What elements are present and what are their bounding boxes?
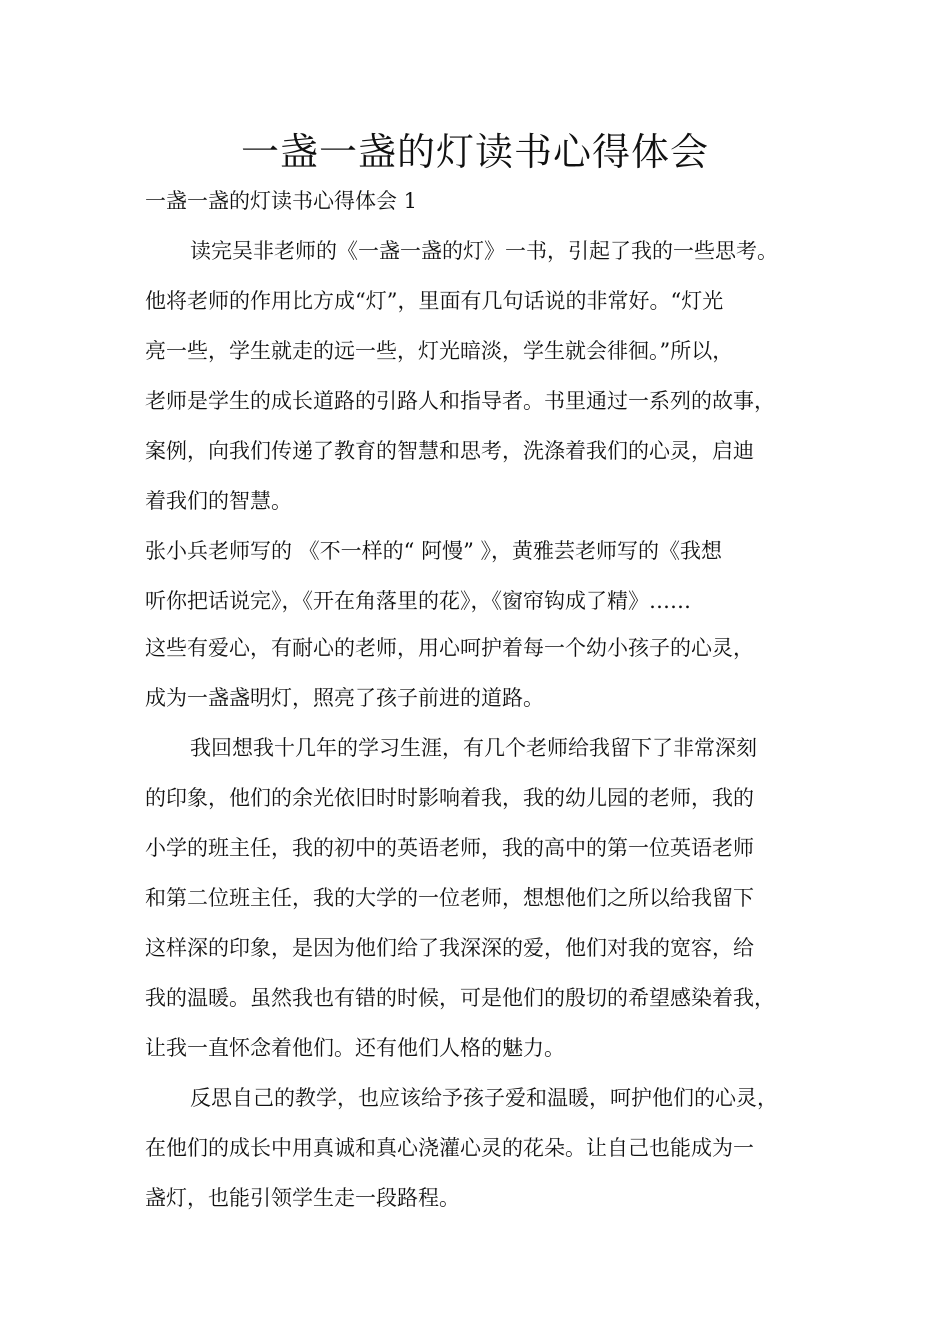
- text-line: 他将老师的作用比方成“灯”，里面有几句话说的非常好。“灯光: [145, 289, 724, 313]
- text-line: 在他们的成长中用真诚和真心浇灌心灵的花朵。让自己也能成为一: [145, 1136, 754, 1160]
- text-line: 盏灯，也能引领学生走一段路程。: [145, 1186, 460, 1210]
- text-line: 亮一些，学生就走的远一些，灯光暗淡，学生就会徘徊。”所以，: [145, 339, 734, 363]
- text-line: 这些有爱心，有耐心的老师，用心呵护着每一个幼小孩子的心灵，: [145, 636, 754, 660]
- text-line: 和第二位班主任，我的大学的一位老师，想想他们之所以给我留下: [145, 886, 754, 910]
- document-title: 一盏一盏的灯读书心得体会: [240, 130, 709, 174]
- text-line: 我回想我十几年的学习生涯，有几个老师给我留下了非常深刻: [190, 736, 757, 760]
- text-line: 案例，向我们传递了教育的智慧和思考，洗涤着我们的心灵，启迪: [145, 439, 754, 463]
- text-line: 着我们的智慧。: [145, 489, 292, 513]
- text-line: 的印象，他们的余光依旧时时影响着我，我的幼儿园的老师，我的: [145, 786, 754, 810]
- section-heading: 一盏一盏的灯读书心得体会 1: [145, 189, 418, 213]
- text-line: 让我一直怀念着他们。还有他们人格的魅力。: [145, 1036, 565, 1060]
- text-line: 我的温暖。虽然我也有错的时候，可是他们的殷切的希望感染着我，: [145, 986, 775, 1010]
- text-line: 成为一盏盏明灯，照亮了孩子前进的道路。: [145, 686, 544, 710]
- text-line: 这样深的印象，是因为他们给了我深深的爱，他们对我的宽容，给: [145, 936, 754, 960]
- text-line: 张小兵老师写的 《不一样的“ 阿慢” 》，黄雅芸老师写的《我想: [145, 539, 722, 563]
- text-line: 读完吴非老师的《一盏一盏的灯》一书，引起了我的一些思考。: [190, 239, 778, 263]
- text-line: 听你把话说完》，《开在角落里的花》，《窗帘钩成了精》……: [145, 589, 691, 613]
- text-line: 小学的班主任，我的初中的英语老师，我的高中的第一位英语老师: [145, 836, 754, 860]
- text-line: 老师是学生的成长道路的引路人和指导者。书里通过一系列的故事，: [145, 389, 775, 413]
- text-line: 反思自己的教学，也应该给予孩子爱和温暖，呵护他们的心灵，: [190, 1086, 778, 1110]
